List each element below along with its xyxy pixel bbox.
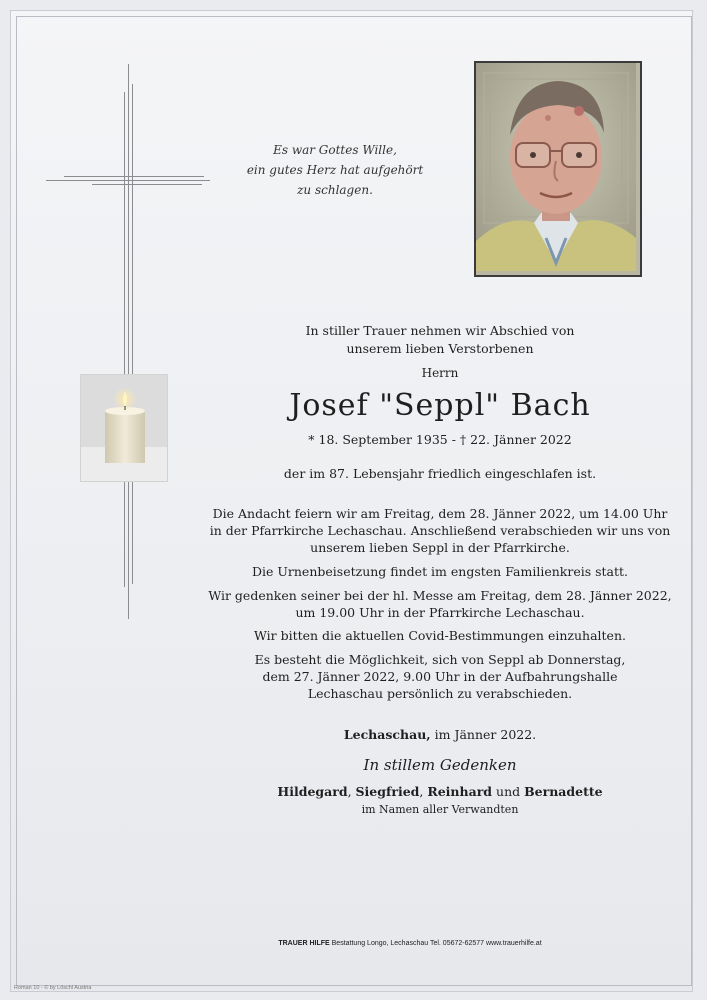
intro-line: In stiller Trauer nehmen wir Abschied von xyxy=(305,323,575,338)
footer-contact: Bestattung Longo, Lechaschau Tel. 05672-62577 www.trauerhilfe.at xyxy=(329,940,542,947)
paragraph-line: unserem lieben Seppl in der Pfarrkirche. xyxy=(310,540,570,555)
footer-brand: TRAUER HILFE xyxy=(278,940,330,947)
intro-text xyxy=(200,322,680,358)
paragraph-line: Die Urnenbeisetzung findet im engsten Familienkreis statt. xyxy=(251,564,629,579)
paragraph-line: um 19.00 Uhr in der Pfarrkirche Lechaschau. xyxy=(295,605,585,620)
date: im Jänner 2022. xyxy=(430,727,537,742)
paragraph-messe xyxy=(200,587,680,621)
paragraph-line: Die Andacht feiern wir am Freitag, dem 28. Jänner 2022, um 14.00 Uhr xyxy=(212,506,668,521)
quote-line: zu schlagen. xyxy=(297,183,373,197)
intro-line: unserem lieben Verstorbenen xyxy=(346,341,534,356)
paragraph-aufbahrung xyxy=(200,651,680,702)
print-mark: Roman 10 - © by Löschl Austria xyxy=(14,985,92,991)
family-name: Siegfried xyxy=(355,784,420,799)
funeral-home-footer xyxy=(180,940,640,947)
paragraph-line: Es besteht die Möglichkeit, sich von Seppl ab Donnerstag, xyxy=(254,652,626,667)
separator: , xyxy=(347,784,356,799)
family-name: Reinhard xyxy=(427,784,493,799)
portrait-photo xyxy=(474,61,642,277)
quote-line: ein gutes Herz hat aufgehört xyxy=(246,163,424,177)
gedenken-heading: In stillem Gedenken xyxy=(363,756,517,774)
paragraph-line: Lechaschau persönlich zu verabschieden. xyxy=(307,686,573,701)
paragraph-line: in der Pfarrkirche Lechaschau. Anschließend verabschieden wir uns von xyxy=(209,523,671,538)
candle-image xyxy=(80,374,168,482)
age-line: der im 87. Lebensjahr friedlich eingeschlafen ist. xyxy=(283,466,597,481)
quote xyxy=(235,140,435,200)
quote-line: Es war Gottes Wille, xyxy=(273,143,397,157)
relatives-line: im Namen aller Verwandten xyxy=(361,803,519,816)
paragraph-urnenbeisetzung xyxy=(200,563,680,580)
deceased-name: Josef "Seppl" Bach xyxy=(289,388,591,423)
paragraph-line: Wir bitten die aktuellen Covid-Bestimmungen einzuhalten. xyxy=(254,628,626,643)
separator: , xyxy=(419,784,428,799)
life-dates: * 18. September 1935 - † 22. Jänner 2022 xyxy=(308,432,572,447)
paragraph-line: Wir gedenken seiner bei der hl. Messe am Freitag, dem 28. Jänner 2022, xyxy=(208,588,672,603)
separator: und xyxy=(492,784,525,799)
family-name: Bernadette xyxy=(524,784,603,799)
salutation: Herrn xyxy=(421,366,459,380)
place-date xyxy=(200,727,680,742)
place: Lechaschau, xyxy=(343,727,431,742)
paragraph-covid xyxy=(200,627,680,644)
paragraph-andacht xyxy=(200,505,680,556)
family-name: Hildegard xyxy=(277,784,348,799)
paragraph-line: dem 27. Jänner 2022, 9.00 Uhr in der Aufbahrungshalle xyxy=(262,669,618,684)
family-names xyxy=(200,784,680,799)
